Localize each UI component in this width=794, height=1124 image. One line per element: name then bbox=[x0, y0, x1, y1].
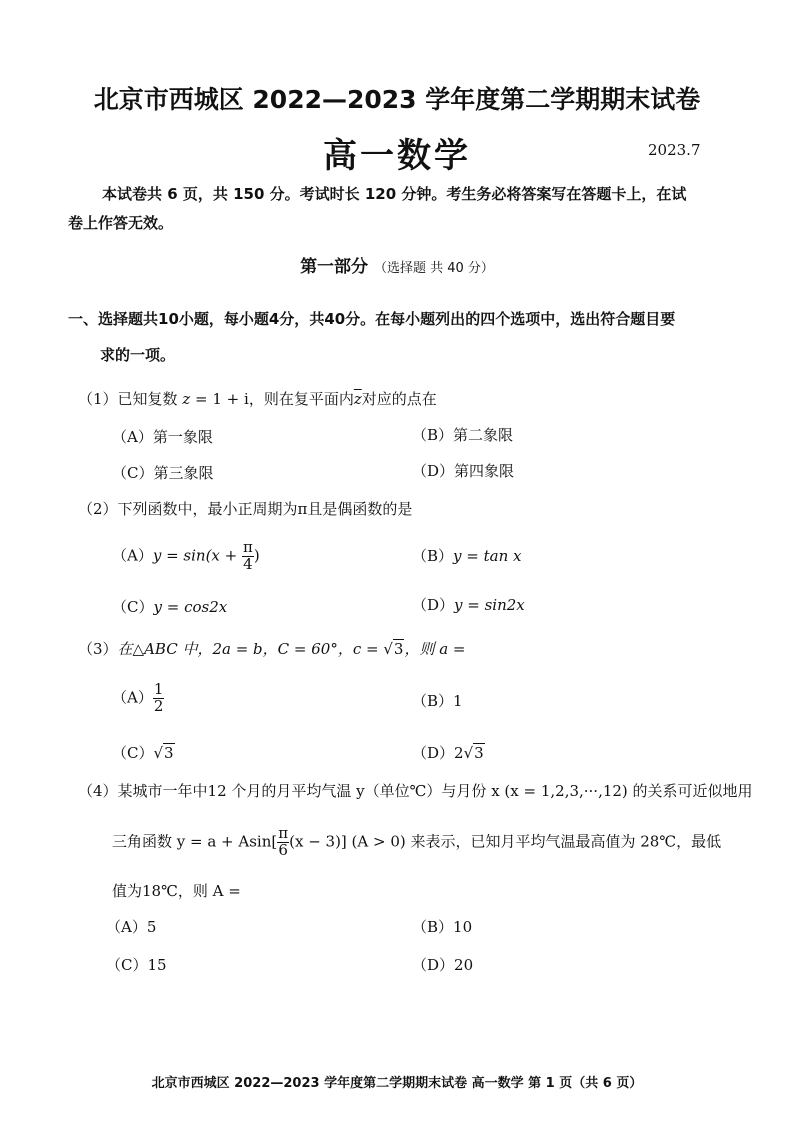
section-one-line-1: 一、选择题共10小题，每小题4分，共40分。在每小题列出的四个选项中，选出符合题目要 bbox=[68, 310, 676, 328]
q4-line-1-text: 某城市一年中12 个月的月平均气温 y（单位℃）与月份 x (x = 1,2,3,···,12) 的关系可近似地用 bbox=[117, 782, 753, 800]
q3-option-d bbox=[412, 742, 485, 763]
question-3-number: （3） bbox=[78, 640, 118, 658]
q2-a-numerator: π bbox=[243, 538, 253, 556]
q2-option-b bbox=[412, 545, 521, 566]
part-one-heading bbox=[0, 252, 794, 277]
q2-c-label: （C） bbox=[112, 598, 154, 616]
q1-option-c: （C）第三象限 bbox=[112, 464, 214, 482]
q2-c-expr: y = cos2x bbox=[153, 598, 228, 616]
q1-text-1: 已知复数 bbox=[117, 390, 178, 408]
question-1-stem bbox=[78, 388, 437, 409]
q4-option-a: （A）5 bbox=[106, 918, 157, 936]
q3-stem-sqrt: √3 bbox=[383, 640, 404, 658]
q4-option-c: （C）15 bbox=[106, 956, 167, 974]
q2-d-label: （D） bbox=[412, 596, 455, 614]
part-one-note: （选择题 共 40 分） bbox=[373, 261, 494, 276]
q3-option-b: （B）1 bbox=[412, 692, 463, 710]
q4-line-2-post: (x − 3)] (A > 0) 来表示，已知月平均气温最高值为 28℃，最低 bbox=[289, 832, 722, 851]
q4-numerator: π bbox=[278, 824, 289, 842]
intro-line-2: 卷上作答无效。 bbox=[68, 214, 174, 232]
subject-title: 高一数学 bbox=[323, 136, 471, 176]
q1-option-b: （B）第二象限 bbox=[412, 426, 514, 444]
q3-c-radicand: 3 bbox=[164, 744, 174, 762]
question-1-number: （1） bbox=[78, 390, 118, 408]
q3-option-c bbox=[112, 742, 175, 763]
q2-option-c bbox=[112, 596, 227, 617]
q1-text-4: 对应的点在 bbox=[361, 390, 437, 408]
q3-a-label: （A） bbox=[112, 688, 153, 707]
intro-line-1: 本试卷共 6 页，共 150 分。考试时长 120 分钟。考生务必将答案写在答题卡上，在试 bbox=[102, 185, 687, 203]
exam-title: 北京市西城区 2022—2023 学年度第二学期期末试卷 bbox=[93, 85, 701, 114]
exam-date: 2023.7 bbox=[648, 141, 701, 159]
q2-d-expr: y = sin2x bbox=[454, 596, 525, 614]
question-4-line-3: 值为18℃，则 A = bbox=[112, 882, 241, 900]
q3-c-sqrt: √3 bbox=[153, 744, 174, 762]
q3-c-label: （C） bbox=[112, 744, 154, 762]
q3-d-label: （D）2 bbox=[412, 744, 464, 762]
q4-option-b: （B）10 bbox=[412, 918, 473, 936]
q4-denominator: 6 bbox=[278, 840, 288, 859]
question-4-number: （4） bbox=[78, 782, 118, 800]
q1-text-3: ，则在复平面内 bbox=[248, 390, 354, 408]
q2-option-a bbox=[112, 540, 260, 573]
q3-d-sqrt: √3 bbox=[463, 744, 484, 762]
q2-option-d bbox=[412, 594, 525, 615]
q3-option-a bbox=[112, 682, 164, 715]
q4-fraction bbox=[277, 826, 289, 859]
q1-z-conjugate: $\overline{z}$ bbox=[353, 390, 362, 408]
part-one-title: 第一部分 bbox=[300, 257, 369, 277]
q4-line-2-pre: 三角函数 y = a + Asin[ bbox=[112, 832, 278, 851]
q3-a-fraction bbox=[153, 682, 165, 715]
section-one-line-2: 求的一项。 bbox=[100, 346, 176, 364]
q3-a-numerator: 1 bbox=[153, 680, 164, 698]
q3-stem-radicand: 3 bbox=[393, 640, 404, 658]
question-4-line-2 bbox=[112, 826, 721, 859]
q2-b-expr: y = tan x bbox=[453, 547, 522, 565]
q2-a-pre: y = sin(x + bbox=[152, 546, 242, 565]
q2-stem-text: 下列函数中，最小正周期为π且是偶函数的是 bbox=[117, 500, 413, 518]
q3-stem-text: 在△ABC 中，2a = b，C = 60°，c = bbox=[117, 640, 384, 658]
q3-d-radicand: 3 bbox=[474, 744, 484, 762]
question-4-line-1 bbox=[78, 780, 753, 801]
q3-stem-end: ，则 a = bbox=[404, 640, 466, 658]
question-2-stem bbox=[78, 498, 412, 519]
q2-a-post: ) bbox=[253, 546, 260, 565]
question-3-stem bbox=[78, 638, 466, 659]
q1-text-2: = 1 + i bbox=[190, 390, 249, 408]
page-footer: 北京市西城区 2022—2023 学年度第二学期期末试卷 高一数学 第 1 页（共 6 页） bbox=[151, 1076, 643, 1091]
q1-option-a: （A）第一象限 bbox=[112, 428, 213, 446]
q1-option-d: （D）第四象限 bbox=[412, 462, 515, 480]
q2-b-label: （B） bbox=[412, 547, 454, 565]
q2-a-fraction bbox=[242, 540, 254, 573]
q4-option-d: （D）20 bbox=[412, 956, 474, 974]
q1-z: z bbox=[182, 390, 191, 408]
question-2-number: （2） bbox=[78, 500, 118, 518]
q2-a-label: （A） bbox=[112, 546, 153, 565]
q2-a-denominator: 4 bbox=[243, 554, 253, 573]
q3-a-denominator: 2 bbox=[153, 696, 164, 715]
